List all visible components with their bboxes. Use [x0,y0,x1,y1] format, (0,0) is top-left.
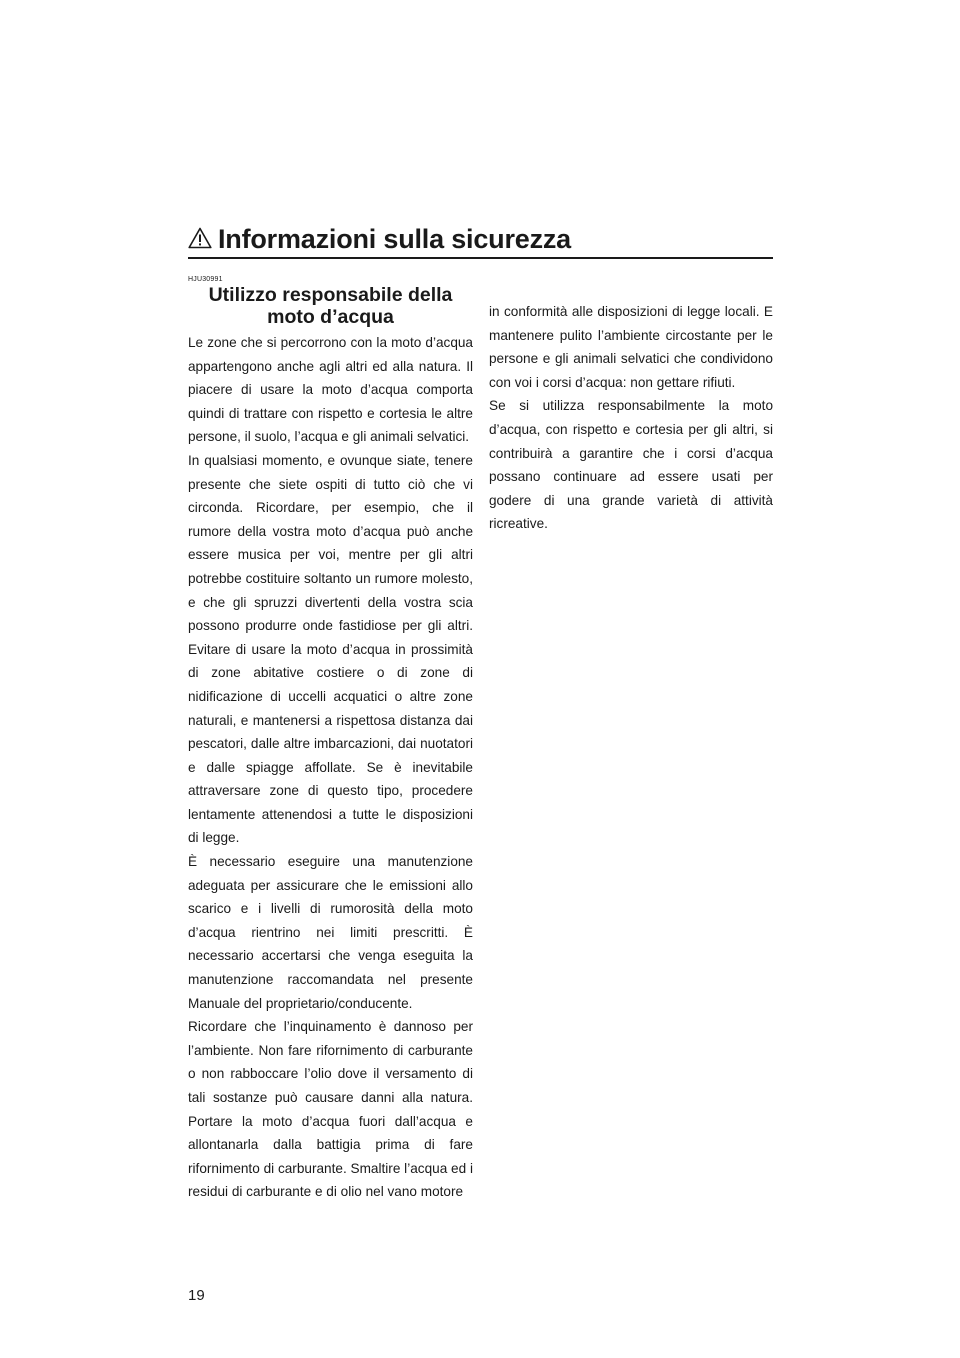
header-title: Informazioni sulla sicurezza [218,224,571,254]
paragraph: In qualsiasi momento, e ovunque siate, tenere presente che siete ospiti di tutto ciò che vi circonda. Ricordare, per esempio, che il rumore della vostra moto d’acqua può anche essere musica per voi, mentre per gli altri potrebbe costituire soltanto un rumore molesto, e che gli spruzzi divertenti della vostra scia possono produrre onde fastidiose per gli altri. Evitare di usare la moto d’acqua in prossimità di zone abitative costiere o di zone di nidificazione di uccelli acquatici o altre zone naturali, e mantenersi a rispettosa distanza dai pescatori, dalle altre imbarcazioni, dai nuotatori e dalle spiagge affollate. Se è inevitabile attraversare zone di questo tipo, procedere lentamente attenendosi a tutte le disposizioni di legge. [188,452,473,846]
header-rule [188,257,773,259]
section-title [188,284,473,328]
paragraph: Ricordare che l’inquinamento è dannoso per l’ambiente. Non fare rifornimento di carburante o non rabboccare l’olio dove il versamento di tali sostanze può causare danni alla natura. Portare la moto d’acqua fuori dall’acqua e allontanarla dalla battigia prima di fare rifornimento di carburante. Smaltire l’acqua ed i residui di carburante e di olio nel vano motore [188,1019,473,1200]
paragraph: Le zone che si percorrono con la moto d’acqua appartengono anche agli altri ed alla natura. Il piacere di usare la moto d’acqua comporta quindi di trattare con rispetto e cortesia le altre persone, il suolo, l’acqua e gli animali selvatici. [188,335,473,445]
paragraph: Se si utilizza responsabilmente la moto d’acqua, con rispetto e cortesia per gli altri, si contribuirà a garantire che i corsi d’acqua possano continuare ad essere usati per godere di una grande varietà di attività ricreative. [489,398,773,532]
section-code: HJU30991 [188,276,223,283]
section-title-line1: Utilizzo responsabile della [208,284,453,306]
page-header [188,222,773,258]
paragraph: È necessario eseguire una manutenzione adeguata per assicurare che le emissioni allo scarico e i livelli di rumorosità della moto d’acqua rientrino nei limiti prescritti. È necessario accertarsi che venga eseguita la manutenzione raccomandata nel presente Manuale del proprietario/conducente. [188,854,473,1011]
warning-triangle-icon [188,227,212,249]
page-number: 19 [188,1287,205,1304]
right-column [489,300,773,536]
section-title-line2: moto d’acqua [267,306,394,328]
left-column [188,275,473,1204]
paragraph: in conformità alle disposizioni di legge locali. E mantenere pulito l’ambiente circostante per le persone e gli animali selvatici che condividono con voi i corsi d’acqua: non gettare rifiuti. [489,304,773,390]
